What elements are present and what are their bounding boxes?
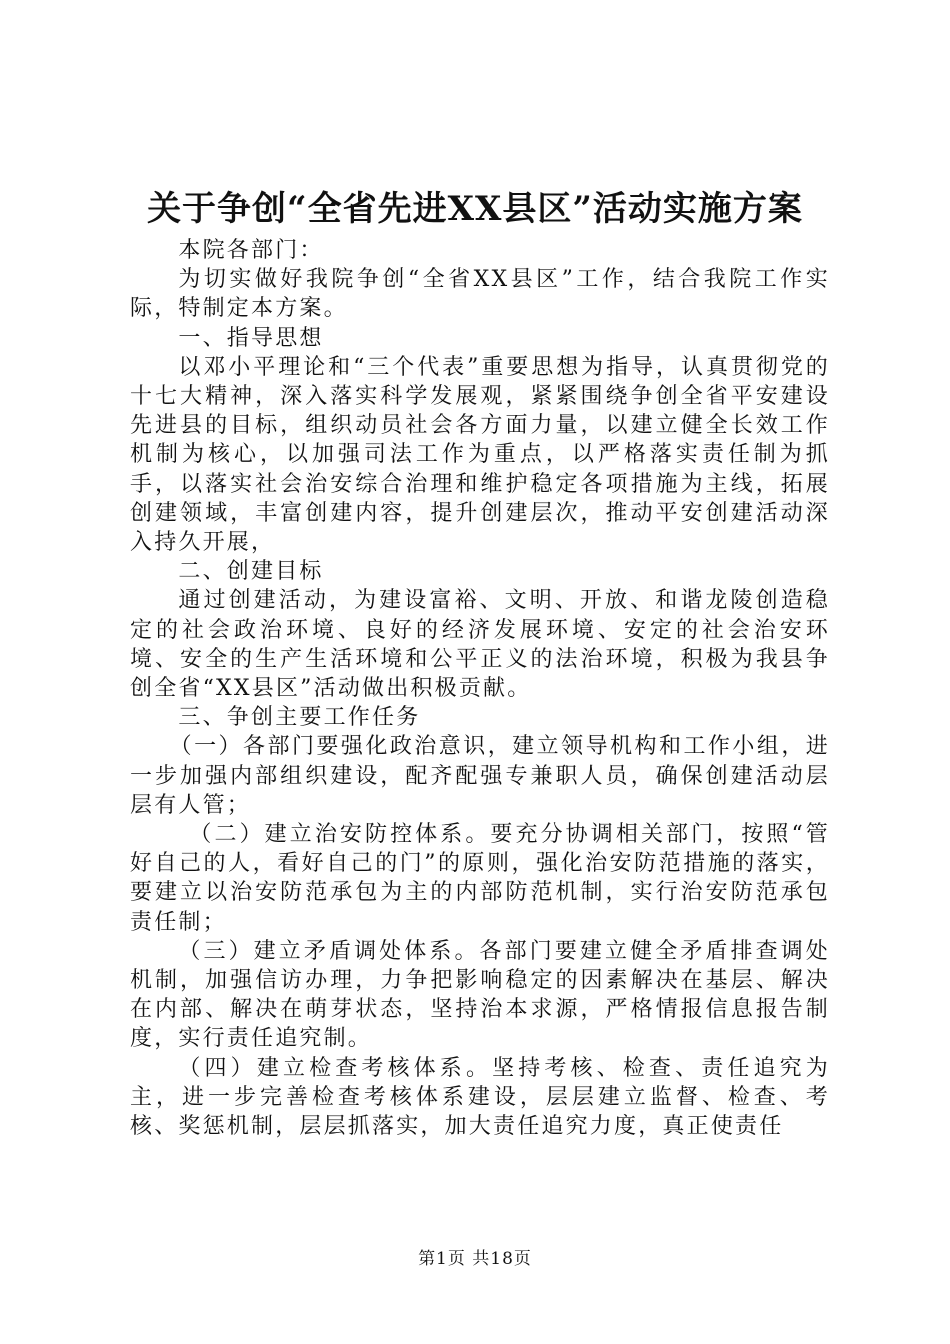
- heading-guiding-ideology: 一、指导思想: [178, 325, 324, 351]
- paragraph-intro: 为切实做好我院争创“全省XX县区”工作，结合我院工作实际，特制定本方案。: [130, 267, 830, 322]
- page-number: 第1页 共18页: [418, 1249, 532, 1269]
- salutation: 本院各部门：: [178, 238, 324, 263]
- heading-goals: 二、创建目标: [178, 559, 324, 585]
- document-title: 关于争创“全省先进XX县区”活动实施方案: [147, 189, 803, 229]
- paragraph-task-3: （三）建立矛盾调处体系。各部门要建立健全矛盾排查调处机制，加强信访办理，力争把影响稳定的因素解决在基层、解决在内部、解决在萌芽状态，坚持治本求源，严格情报信息报告制度，实行责任追究制。: [130, 938, 830, 1052]
- paragraph-task-1: （一）各部门要强化政治意识，建立领导机构和工作小组，进一步加强内部组织建设，配齐配强专兼职人员，确保创建活动层层有人管；: [130, 734, 830, 818]
- paragraph-guiding-ideology: 以邓小平理论和“三个代表”重要思想为指导，认真贯彻党的十七大精神，深入落实科学发展观，紧紧围绕争创全省平安建设先进县的目标，组织动员社会各方面力量，以建立健全长效工作机制为核心，以加强司法工作为重点，以严格落实责任制为抓手，以落实社会治安综合治理和维护稳定各项措施为主线，拓展创建领域，丰富创建内容，提升创建层次，推动平安创建活动深入持久开展，: [130, 354, 830, 556]
- heading-main-tasks: 三、争创主要工作任务: [178, 705, 421, 731]
- paragraph-task-2: （二）建立治安防控体系。要充分协调相关部门，按照“管好自己的人，看好自己的门”的原则，强化治安防范措施的落实，要建立以治安防范承包为主的内部防范机制，实行治安防范承包责任制；: [130, 822, 830, 935]
- document-body: [130, 236, 830, 1141]
- paragraph-goals: 通过创建活动，为建设富裕、文明、开放、和谐龙陵创造稳定的社会政治环境、良好的经济发展环境、安定的社会治安环境、安全的生产生活环境和公平正义的法治环境，积极为我县争创全省“XX县区”活动做出积极贡献。: [130, 588, 830, 702]
- paragraph-task-4: （四）建立检查考核体系。坚持考核、检查、责任追究为主，进一步完善检查考核体系建设，层层建立监督、检查、考核、奖惩机制，层层抓落实，加大责任追究力度，真正使责任: [130, 1055, 830, 1140]
